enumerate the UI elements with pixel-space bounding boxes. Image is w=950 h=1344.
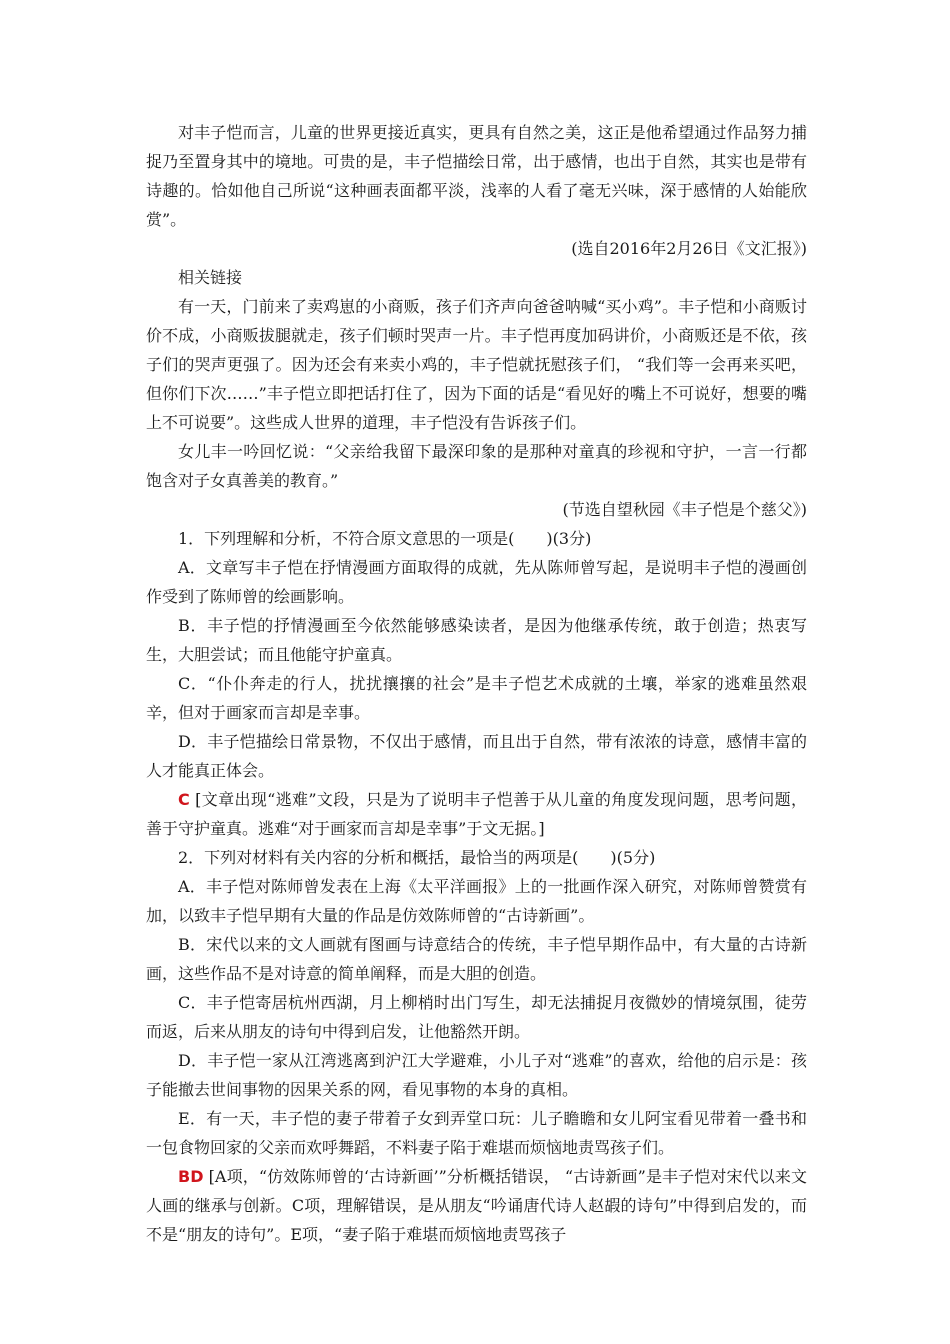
related-heading: 相关链接 [178, 268, 243, 287]
question-2-option-a: A．丰子恺对陈师曾发表在上海《太平洋画报》上的一批画作深入研究，对陈师曾赞赏有加，以致丰子恺早期有大量的作品是仿效陈师曾的“古诗新画”。 [146, 877, 807, 925]
question-1-option-b: B．丰子恺的抒情漫画至今依然能够感染读者，是因为他继承传统，敢于创造；热衷写生，大胆尝试；而且他能守护童真。 [146, 616, 807, 664]
answer-letter: BD [178, 1167, 204, 1186]
passage-source: (选自2016年2月26日《文汇报》) [571, 239, 807, 258]
answer-explanation: [A项，“仿效陈师曾的‘古诗新画’”分析概括错误， “古诗新画”是丰子恺对宋代以来文人画的继承与创新。C项，理解错误，是从朋友“吟诵唐代诗人赵嘏的诗句”中得到启发的，而不是“朋友的诗句”。E项，“妻子陷于难堪而烦恼地责骂孩子 [146, 1167, 807, 1244]
question-2-stem: 2．下列对材料有关内容的分析和概括，最恰当的两项是( )(5分) [178, 848, 656, 867]
related-paragraph: 女儿丰一吟回忆说：“父亲给我留下最深印象的是那种对童真的珍视和守护，一言一行都饱含对子女真善美的教育。” [146, 442, 807, 490]
related-source: (节选自望秋园《丰子恺是个慈父》) [562, 500, 807, 519]
question-1-answer [146, 785, 807, 843]
question-2-option-d: D．丰子恺一家从江湾逃离到沪江大学避难，小儿子对“逃难”的喜欢，给他的启示是：孩子能撤去世间事物的因果关系的网，看见事物的本身的真相。 [146, 1051, 807, 1099]
question-1-option-c: C．“仆仆奔走的行人，扰扰攘攘的社会”是丰子恺艺术成就的土壤，举家的逃难虽然艰辛，但对于画家而言却是幸事。 [146, 674, 807, 722]
answer-letter: C [178, 790, 190, 809]
question-1-option-d: D．丰子恺描绘日常景物，不仅出于感情，而且出于自然，带有浓浓的诗意，感情丰富的人才能真正体会。 [146, 732, 807, 780]
question-1-stem: 1．下列理解和分析，不符合原文意思的一项是( )(3分) [178, 529, 592, 548]
question-2-option-b: B．宋代以来的文人画就有图画与诗意结合的传统，丰子恺早期作品中，有大量的古诗新画，这些作品不是对诗意的简单阐释，而是大胆的创造。 [146, 935, 807, 983]
document-page [146, 118, 807, 1249]
question-1-option-a: A．文章写丰子恺在抒情漫画方面取得的成就，先从陈师曾写起，是说明丰子恺的漫画创作受到了陈师曾的绘画影响。 [146, 558, 807, 606]
answer-explanation: [文章出现“逃难”文段，只是为了说明丰子恺善于从儿童的角度发现问题，思考问题，善于守护童真。逃难“对于画家而言却是幸事”于文无据。] [146, 790, 807, 838]
question-2-option-c: C．丰子恺寄居杭州西湖，月上柳梢时出门写生，却无法捕捉月夜微妙的情境氛围，徒劳而返，后来从朋友的诗句中得到启发，让他豁然开朗。 [146, 993, 807, 1041]
question-2-option-e: E．有一天，丰子恺的妻子带着子女到弄堂口玩：儿子瞻瞻和女儿阿宝看见带着一叠书和一包食物回家的父亲而欢呼舞蹈，不料妻子陷于难堪而烦恼地责骂孩子们。 [146, 1109, 807, 1157]
related-paragraph: 有一天，门前来了卖鸡崽的小商贩，孩子们齐声向爸爸呐喊“买小鸡”。丰子恺和小商贩讨价不成，小商贩拔腿就走，孩子们顿时哭声一片。丰子恺再度加码讲价，小商贩还是不依，孩子们的哭声更强了。因为还会有来卖小鸡的，丰子恺就抚慰孩子们， “我们等一会再来买吧，但你们下次……”丰子恺立即把话打住了，因为下面的话是“看见好的嘴上不可说好，想要的嘴上不可说要”。这些成人世界的道理，丰子恺没有告诉孩子们。 [146, 297, 807, 432]
passage-paragraph: 对丰子恺而言，儿童的世界更接近真实，更具有自然之美，这正是他希望通过作品努力捕捉乃至置身其中的境地。可贵的是，丰子恺描绘日常，出于感情，也出于自然，其实也是带有诗趣的。恰如他自己所说“这种画表面都平淡，浅率的人看了毫无兴味，深于感情的人始能欣赏”。 [146, 123, 807, 229]
question-2-answer [146, 1162, 807, 1249]
